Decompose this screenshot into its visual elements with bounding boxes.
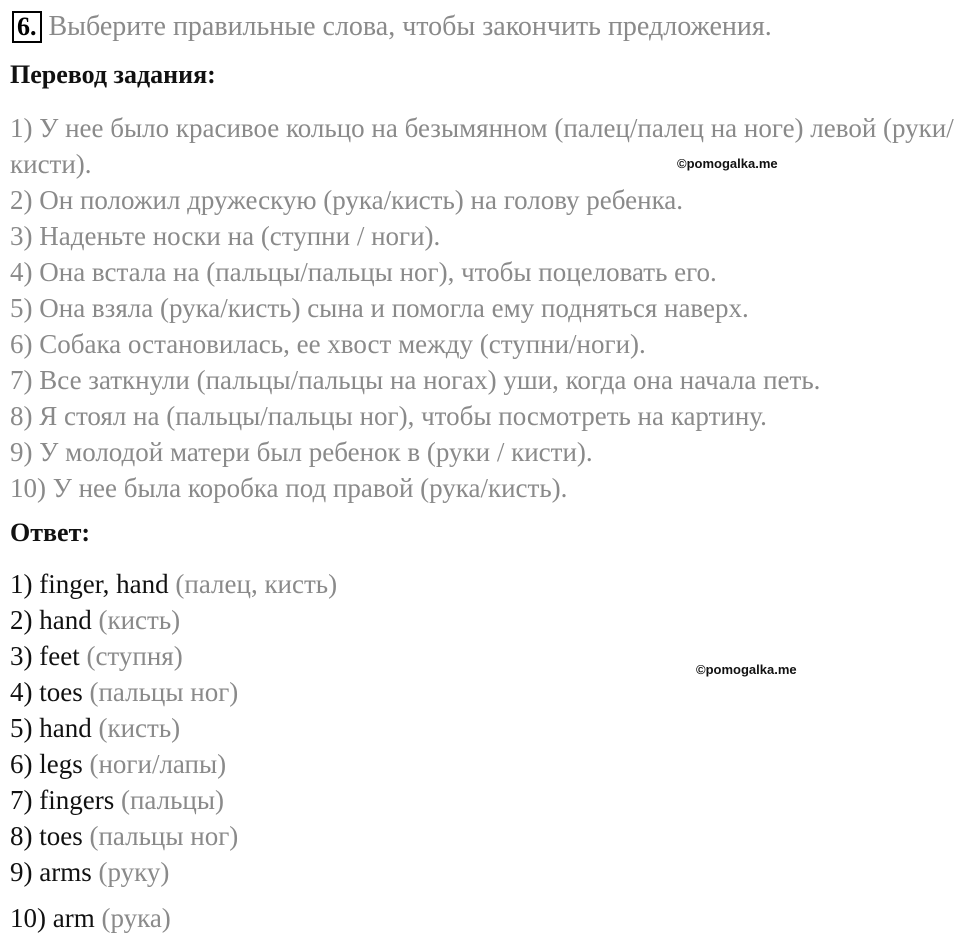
answer-word: 2) hand — [10, 605, 92, 635]
answer-translation: (ступня) — [86, 641, 183, 671]
answer-word: 10) arm — [10, 903, 95, 933]
answer-translation: (руку) — [98, 857, 170, 887]
list-item — [10, 746, 337, 782]
list-item: 3) Наденьте носки на (ступни / ноги). — [10, 221, 441, 251]
answer-translation: (ноги/лапы) — [89, 749, 227, 779]
answer-translation: (пальцы ног) — [89, 677, 239, 707]
list-item — [10, 818, 337, 854]
list-item — [10, 602, 337, 638]
list-item: 8) Я стоял на (пальцы/пальцы ног), чтобы посмотреть на картину. — [10, 401, 767, 431]
list-item — [10, 566, 337, 602]
list-item — [10, 638, 337, 674]
list-item: 1) У нее было красивое кольцо на безымянном (палец/палец на ноге) левой (руки/кисти). — [10, 113, 954, 179]
list-item: 10) У нее была коробка под правой (рука/кисть). — [10, 473, 568, 503]
answer-word: 7) fingers — [10, 785, 115, 815]
answer-word: 3) feet — [10, 641, 80, 671]
task-number: 6. — [12, 11, 42, 43]
answer-heading: Ответ: — [10, 518, 91, 547]
answer-word: 4) toes — [10, 677, 83, 707]
watermark: ©pomogalka.me — [677, 156, 778, 171]
answer-translation: (рука) — [101, 903, 171, 933]
answer-translation: (палец, кисть) — [175, 569, 338, 599]
list-item — [10, 674, 337, 710]
list-item: 4) Она встала на (пальцы/пальцы ног), чтобы поцеловать его. — [10, 257, 717, 287]
list-item: 2) Он положил дружескую (рука/кисть) на голову ребенка. — [10, 185, 684, 215]
list-item: 9) У молодой матери был ребенок в (руки / кисти). — [10, 437, 593, 467]
list-item: 7) Все заткнули (пальцы/пальцы на ногах) уши, когда она начала петь. — [10, 365, 821, 395]
translation-list — [10, 110, 955, 506]
list-item — [10, 710, 337, 746]
task-instruction: Выберите правильные слова, чтобы закончить предложения. — [48, 11, 772, 42]
task-header — [12, 10, 772, 44]
answer-word: 1) finger, hand — [10, 569, 169, 599]
answer-word: 5) hand — [10, 713, 92, 743]
list-item: 6) Собака остановилась, ее хвост между (ступни/ноги). — [10, 329, 646, 359]
answer-list — [10, 566, 337, 936]
answer-translation: (пальцы ног) — [89, 821, 239, 851]
answer-word: 6) legs — [10, 749, 83, 779]
list-item — [10, 900, 337, 936]
translation-heading: Перевод задания: — [10, 60, 216, 89]
list-item — [10, 854, 337, 890]
answer-word: 9) arms — [10, 857, 92, 887]
answer-word: 8) toes — [10, 821, 83, 851]
list-item: 5) Она взяла (рука/кисть) сына и помогла ему подняться наверх. — [10, 293, 749, 323]
answer-translation: (кисть) — [98, 713, 181, 743]
answer-translation: (пальцы) — [120, 785, 224, 815]
watermark: ©pomogalka.me — [696, 662, 797, 677]
list-item — [10, 782, 337, 818]
answer-translation: (кисть) — [98, 605, 181, 635]
